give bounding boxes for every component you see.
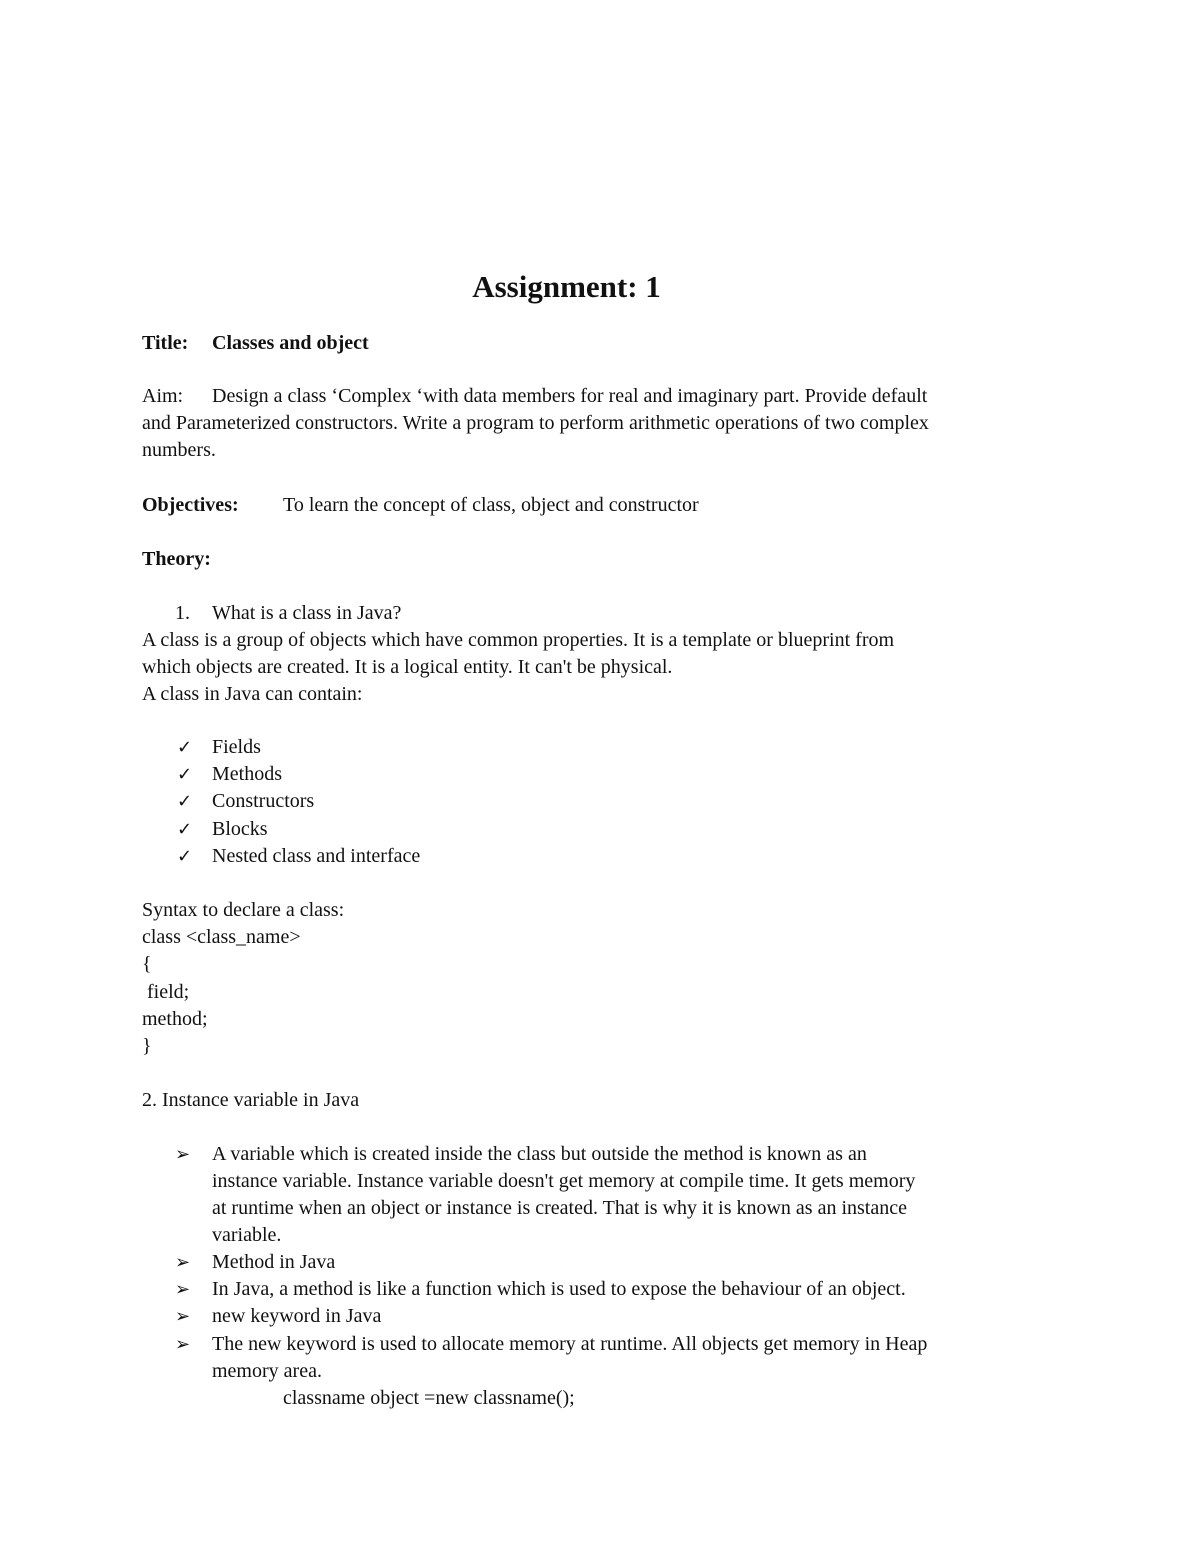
q1-text: What is a class in Java? (212, 602, 402, 624)
title-label: Title: (142, 332, 189, 354)
arrow-bullet-icon: ➢ (175, 1144, 191, 1165)
check-list-item: Blocks (212, 818, 268, 840)
code-line: classname object =new classname(); (283, 1387, 575, 1409)
syntax-line: { (142, 953, 152, 975)
arrow-bullet-icon: ➢ (175, 1306, 191, 1327)
q2-bullet-line: A variable which is created inside the class but outside the method is known as an (212, 1143, 867, 1165)
aim-text: Design a class ‘Complex ‘with data members for real and imaginary part. Provide default (212, 385, 928, 407)
q2-bullet-line: variable. (212, 1224, 282, 1246)
aim-label: Aim: (142, 385, 184, 407)
check-list-item: Fields (212, 736, 261, 758)
q2-heading: 2. Instance variable in Java (142, 1089, 360, 1111)
arrow-bullet-icon: ➢ (175, 1279, 191, 1300)
q1-answer-line: A class is a group of objects which have common properties. It is a template or blueprint from (142, 629, 895, 651)
q2-bullet-line: Method in Java (212, 1251, 336, 1273)
syntax-line: class <class_name> (142, 926, 301, 948)
q2-bullet-line: at runtime when an object or instance is created. That is why it is known as an instance (212, 1197, 907, 1219)
check-list-item: Methods (212, 763, 282, 785)
q2-bullet-line: new keyword in Java (212, 1305, 382, 1327)
q1-answer-line: A class in Java can contain: (142, 683, 363, 705)
syntax-line: field; (147, 981, 190, 1003)
aim-line: numbers. (142, 439, 216, 461)
q1-number: 1. (175, 602, 190, 624)
q2-bullet-line: In Java, a method is like a function which is used to expose the behaviour of an object. (212, 1278, 906, 1300)
objectives-text: To learn the concept of class, object and constructor (283, 494, 699, 516)
check-list-item: Nested class and interface (212, 845, 421, 867)
check-icon: ✓ (177, 819, 193, 840)
syntax-line: Syntax to declare a class: (142, 899, 345, 921)
q2-bullet-line: instance variable. Instance variable doesn't get memory at compile time. It gets memory (212, 1170, 916, 1192)
arrow-bullet-icon: ➢ (175, 1334, 191, 1355)
title-value: Classes and object (212, 332, 369, 354)
check-icon: ✓ (177, 737, 193, 758)
check-icon: ✓ (177, 846, 193, 867)
check-icon: ✓ (177, 764, 193, 785)
arrow-bullet-icon: ➢ (175, 1252, 191, 1273)
syntax-line: method; (142, 1008, 208, 1030)
syntax-line: } (142, 1035, 152, 1057)
q2-bullet-line: memory area. (212, 1360, 322, 1382)
check-list-item: Constructors (212, 790, 315, 812)
q1-answer-line: which objects are created. It is a logical entity. It can't be physical. (142, 656, 673, 678)
q2-bullet-line: The new keyword is used to allocate memory at runtime. All objects get memory in Heap (212, 1333, 928, 1355)
check-icon: ✓ (177, 791, 193, 812)
objectives-label: Objectives: (142, 494, 239, 516)
aim-line: and Parameterized constructors. Write a program to perform arithmetic operations of two complex (142, 412, 929, 434)
theory-label: Theory: (142, 548, 211, 570)
assignment-heading: Assignment: 1 (472, 269, 661, 304)
